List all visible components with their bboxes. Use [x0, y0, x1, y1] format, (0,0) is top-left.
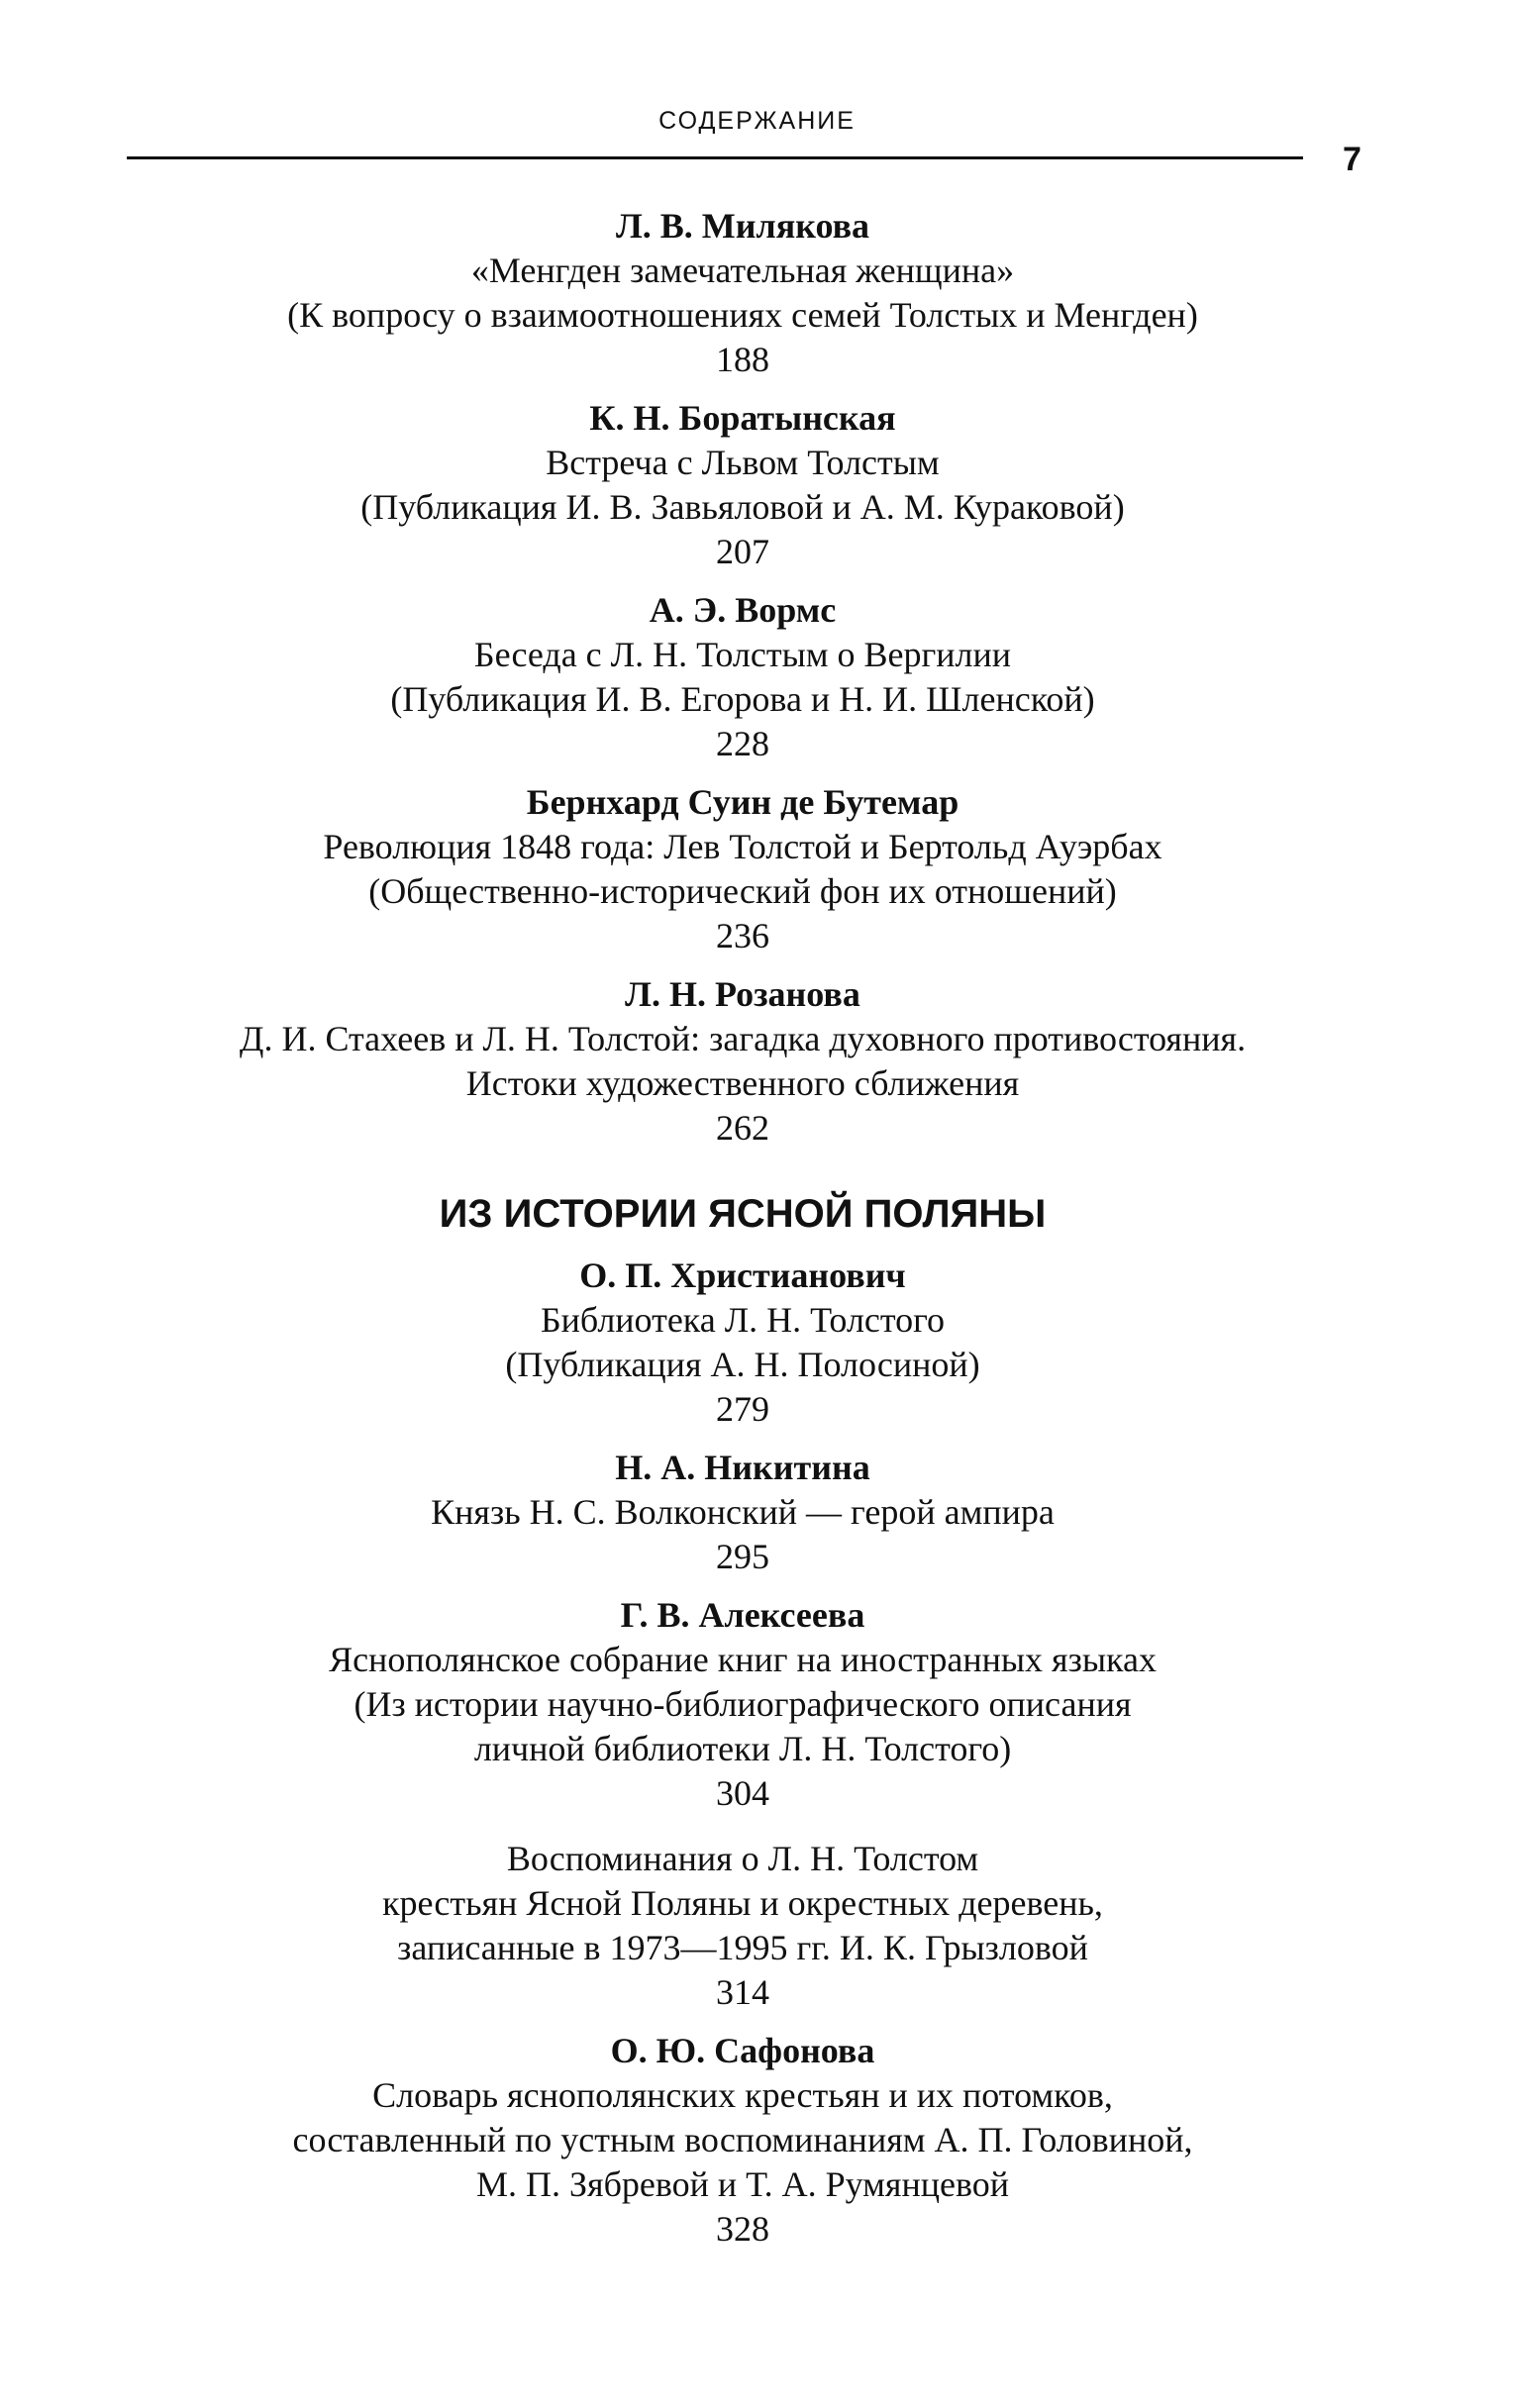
entry-author: Г. В. Алексеева [620, 1595, 865, 1635]
entry-page: 262 [716, 1108, 769, 1148]
entry-title-line: личной библиотеки Л. Н. Толстого) [473, 1729, 1012, 1768]
entry-title-line: М. П. Зябревой и Т. А. Румянцевой [476, 2164, 1009, 2204]
entry-author: К. Н. Боратынская [589, 398, 896, 438]
toc-entry [149, 1837, 1337, 2014]
entry-page: 228 [716, 724, 769, 763]
entry-title-line: Беседа с Л. Н. Толстым о Вергилии [473, 635, 1012, 674]
entry-author: Бернхард Суин де Бутемар [526, 782, 959, 822]
entry-title-line: составленный по устным воспоминаниям А. П. Головиной, [292, 2120, 1193, 2159]
entry-title-line: Яснополянское собрание книг на иностранных языках [329, 1640, 1157, 1679]
running-header: СОДЕРЖАНИЕ [658, 107, 856, 135]
entry-title-line: (Публикация А. Н. Полосиной) [505, 1345, 980, 1384]
toc-entry [149, 1253, 1337, 1431]
table-of-contents [149, 203, 1337, 2264]
entry-title-line: (Общественно-исторический фон их отношений) [368, 871, 1117, 911]
entry-title-line: (Из истории научно-библиографического описания [353, 1684, 1132, 1724]
entry-title-line: Революция 1848 года: Лев Толстой и Бертольд Ауэрбах [323, 827, 1162, 866]
entry-title-line: Воспоминания о Л. Н. Толстом [506, 1839, 979, 1878]
entry-author: О. Ю. Сафонова [610, 2031, 875, 2070]
entry-page: 314 [716, 1972, 769, 2012]
entry-title-line: Князь Н. С. Волконский — герой ампира [431, 1492, 1055, 1532]
toc-entry [149, 1592, 1337, 1815]
entry-page: 188 [716, 340, 769, 379]
entry-author: Н. А. Никитина [615, 1448, 870, 1487]
toc-entry [149, 2028, 1337, 2251]
entry-title-line: Истоки художественного сближения [465, 1063, 1020, 1103]
section-title: ИЗ ИСТОРИИ ЯСНОЙ ПОЛЯНЫ [439, 1192, 1047, 1236]
entry-page: 304 [716, 1773, 769, 1813]
entry-title-line: крестьян Ясной Поляны и окрестных деревень, [382, 1883, 1103, 1923]
entry-page: 279 [716, 1389, 769, 1429]
entry-page: 207 [716, 532, 769, 571]
entry-title-line: «Менгден замечательная женщина» [470, 251, 1015, 290]
toc-entry [149, 971, 1337, 1150]
toc-entry [149, 1445, 1337, 1578]
header-rule [127, 156, 1303, 159]
entry-title-line: Д. И. Стахеев и Л. Н. Толстой: загадка духовного противостояния. [239, 1019, 1247, 1058]
toc-entry [149, 395, 1337, 573]
entry-author: Л. В. Милякова [615, 206, 870, 246]
entry-page: 295 [716, 1537, 769, 1576]
page-number: 7 [1343, 141, 1362, 178]
entry-author: А. Э. Вормс [649, 590, 837, 630]
entry-title-line: Словарь яснополянских крестьян и их потомков, [372, 2075, 1113, 2115]
entry-title-line: (К вопросу о взаимоотношениях семей Толстых и Менгден) [287, 295, 1198, 335]
entry-page: 328 [716, 2209, 769, 2249]
entry-title-line: Встреча с Львом Толстым [546, 443, 940, 482]
toc-entry [149, 779, 1337, 957]
entry-author: О. П. Христианович [579, 1255, 906, 1295]
entry-page: 236 [716, 916, 769, 955]
toc-entry [149, 587, 1337, 765]
entry-title-line: Библиотека Л. Н. Толстого [540, 1300, 946, 1340]
toc-entry [149, 203, 1337, 381]
entry-author: Л. Н. Розанова [625, 974, 860, 1014]
entry-title-line: (Публикация И. В. Егорова и Н. И. Шленской) [390, 679, 1095, 719]
entry-title-line: записанные в 1973—1995 гг. И. К. Грызловой [397, 1928, 1088, 1967]
entry-title-line: (Публикация И. В. Завьяловой и А. М. Кураковой) [360, 487, 1125, 527]
